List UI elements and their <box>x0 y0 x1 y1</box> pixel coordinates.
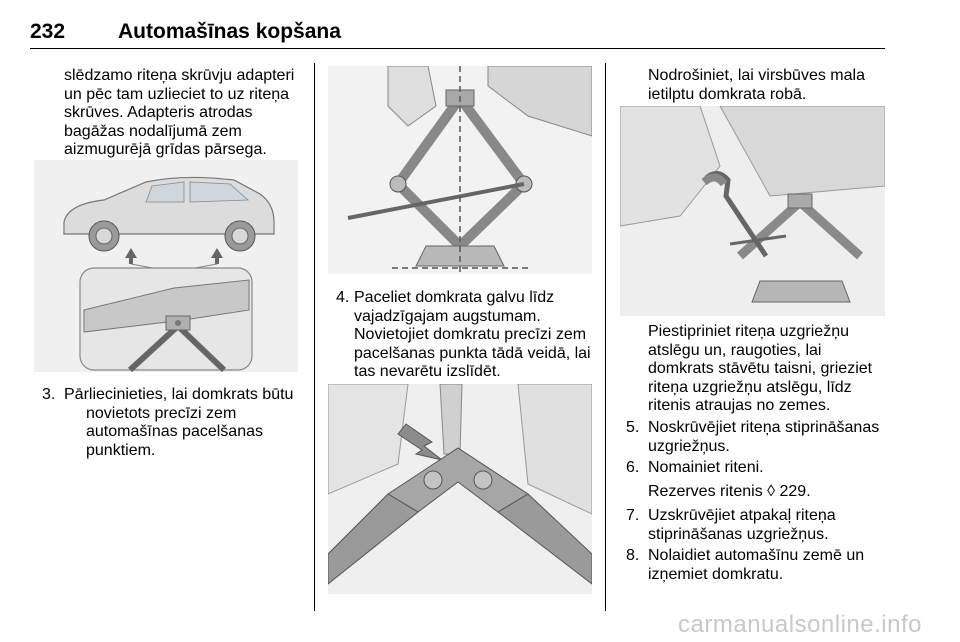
car-lifting-points-illustration <box>34 160 298 372</box>
column-divider-left <box>314 63 315 611</box>
text-line: ietilptu domkrata robā. <box>648 85 807 103</box>
step-text <box>648 507 836 544</box>
step-number: 6. <box>626 459 640 476</box>
watermark: carmanualsonline.info <box>678 611 922 638</box>
text-line: punktiem. <box>86 441 156 459</box>
jack-raised-illustration <box>328 66 592 274</box>
wrench-crank-illustration <box>620 106 885 316</box>
step-text <box>648 419 879 456</box>
text-line: slēdzamo riteņa skrūvju adapteri <box>64 67 295 84</box>
wrench-crank-drawing <box>620 106 885 316</box>
jack-head-detail-illustration <box>328 384 592 594</box>
step-number: 7. <box>626 507 640 524</box>
text-line: Pārliecinieties, lai domkrats būtu <box>64 386 294 403</box>
text-line: riteņa uzgriežņu atslēgu, līdz <box>648 378 852 396</box>
text-line: aizmugurējā grīdas pārsega. <box>64 141 267 159</box>
step-number: 4. <box>336 289 350 306</box>
text-line: bagāžas nodalījumā zem <box>64 122 242 140</box>
text-line: Nodrošiniet, lai virsbūves mala <box>648 67 865 84</box>
text-line: Uzskrūvējiet atpakaļ riteņa <box>648 507 836 524</box>
text-line: izņemiet domkratu. <box>648 565 784 583</box>
jack-head-detail-drawing <box>328 384 592 594</box>
text-line: skrūves. Adapteris atrodas <box>64 104 253 122</box>
car-lifting-points-drawing <box>34 160 298 372</box>
text-line: un pēc tam uzlieciet to uz riteņa <box>64 85 290 103</box>
spare-wheel-reference: Rezerves ritenis ◊ 229. <box>648 483 811 500</box>
text-line: Noskrūvējiet riteņa stiprināšanas <box>648 419 880 436</box>
text-line: stiprināšanas uzgriežņus. <box>648 525 829 543</box>
step-text <box>648 547 864 584</box>
page-header <box>30 20 885 56</box>
text-line: Paceliet domkrata galvu līdz <box>354 289 555 306</box>
text-line: uzgriežņus. <box>648 437 730 455</box>
edge-notch-paragraph <box>648 67 865 104</box>
text-line: Novietojiet domkratu precīzi zem <box>354 326 587 344</box>
text-line: novietots precīzi zem <box>86 404 237 422</box>
text-line: pacelšanas punkta tādā veidā, lai <box>354 344 591 362</box>
text-line: Piestipriniet riteņa uzgriežņu <box>648 323 849 340</box>
text-line: Nomainiet riteni. <box>648 459 764 476</box>
step-number: 3. <box>42 386 56 403</box>
jack-raised-drawing <box>328 66 592 274</box>
chapter-title: Automašīnas kopšana <box>118 20 341 43</box>
step-number: 8. <box>626 547 640 564</box>
page-number: 232 <box>30 20 66 43</box>
step-text <box>648 459 764 478</box>
text-line: vajadzīgajam augstumam. <box>354 307 541 325</box>
text-line: tas nevarētu izslīdēt. <box>354 363 501 381</box>
text-line: domkrats stāvētu taisni, grieziet <box>648 360 873 378</box>
text-line: Nolaidiet automašīnu zemē un <box>648 547 865 564</box>
step-number: 5. <box>626 419 640 436</box>
step-text <box>64 386 293 460</box>
header-rule <box>30 48 885 49</box>
intro-paragraph <box>64 67 294 160</box>
text-line: atslēgu un, raugoties, lai <box>648 341 822 359</box>
text-line: automašīnas pacelšanas <box>86 423 263 441</box>
step-text <box>354 289 591 382</box>
crank-paragraph <box>648 323 872 416</box>
column-divider-right <box>605 63 606 611</box>
text-line: ritenis atraujas no zemes. <box>648 397 831 415</box>
